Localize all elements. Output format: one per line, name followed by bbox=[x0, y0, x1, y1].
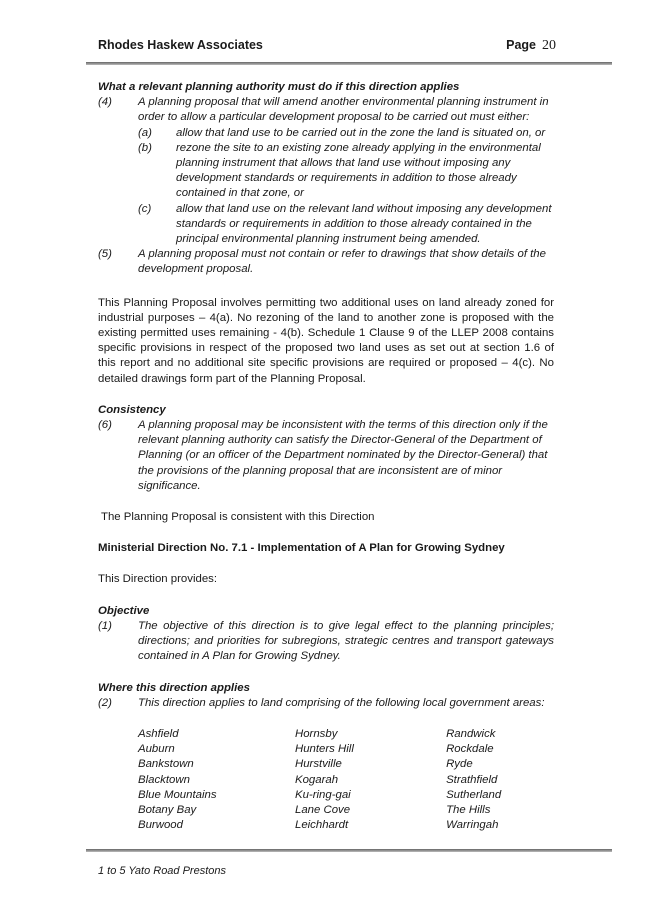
clause-text: A planning proposal must not contain or refer to drawings that show details of the development proposal. bbox=[138, 248, 546, 276]
lga-item: Bankstown bbox=[138, 758, 194, 771]
lga-item: Lane Cove bbox=[294, 803, 351, 816]
lga-item: Blacktown bbox=[138, 773, 190, 786]
direction-heading: Ministerial Direction No. 7.1 - Implementation of A Plan for Growing Sydney bbox=[98, 542, 505, 555]
subclause-text: allow that land use on the relevant land without imposing any development standards or requirements in addition to those already contained in the principal environmental planning instrument being amended. bbox=[176, 202, 552, 246]
lga-item: Warringah bbox=[446, 819, 499, 832]
lga-item: Ashfield bbox=[138, 727, 179, 740]
page-number: 20 bbox=[542, 38, 556, 53]
clause-number: (2) bbox=[98, 696, 112, 709]
clause-4 bbox=[98, 95, 554, 125]
subclause-c bbox=[98, 202, 554, 248]
lga-list bbox=[98, 727, 554, 833]
subclause-text: rezone the site to an existing zone already applying in the environmental planning instrument that allows that land use without imposing any development standards or requirements in addition to those already contained in that zone, or bbox=[176, 141, 541, 200]
section-heading-applies: Where this direction applies bbox=[98, 681, 250, 694]
header-rule bbox=[86, 62, 612, 65]
clause-number: (4) bbox=[98, 96, 112, 109]
lga-column-3 bbox=[446, 727, 554, 833]
subclause-a bbox=[98, 126, 554, 141]
clause-1 bbox=[98, 619, 554, 665]
section-heading-consistency: Consistency bbox=[98, 403, 166, 416]
clause-text: This direction applies to land comprising of the following local government areas: bbox=[138, 696, 545, 709]
page-content bbox=[98, 80, 554, 833]
subclause-number: (b) bbox=[138, 141, 152, 154]
clause-5 bbox=[98, 247, 554, 277]
lga-item: Botany Bay bbox=[138, 803, 197, 816]
lga-item: Ryde bbox=[446, 758, 473, 771]
lga-column-2 bbox=[295, 727, 446, 833]
page-header bbox=[98, 38, 556, 58]
footer-rule bbox=[86, 849, 612, 852]
clause-text: The objective of this direction is to give legal effect to the planning principles; directions; and priorities for subregions, strategic centres and transport gateways contained in A Plan for Growing Sydney. bbox=[138, 619, 554, 663]
header-page-indicator bbox=[506, 38, 556, 54]
clause-text: A planning proposal may be inconsistent with the terms of this direction only if the relevant planning authority can satisfy the Director-General of the Department of Planning (or an officer of the Department nominated by the Director-General) that the provisions of the planning proposal that are inconsistent are of minor significance. bbox=[138, 419, 548, 492]
lga-item: Hornsby bbox=[294, 727, 338, 740]
header-organization: Rhodes Haskew Associates bbox=[98, 38, 263, 52]
page-label: Page bbox=[506, 38, 536, 52]
clause-number: (6) bbox=[98, 419, 112, 432]
lga-item: Hunters Hill bbox=[294, 743, 354, 756]
lga-item: Burwood bbox=[138, 819, 183, 832]
lga-item: Leichhardt bbox=[294, 819, 349, 832]
clause-2 bbox=[98, 696, 554, 711]
lga-column-1 bbox=[138, 727, 295, 833]
clause-6 bbox=[98, 418, 554, 494]
lga-item: Randwick bbox=[446, 727, 496, 740]
page-footer: 1 to 5 Yato Road Prestons bbox=[98, 865, 227, 877]
subclause-number: (a) bbox=[138, 126, 152, 139]
direction-provides: This Direction provides: bbox=[98, 573, 218, 586]
clause-number: (1) bbox=[98, 619, 112, 632]
lga-item: Blue Mountains bbox=[138, 788, 217, 801]
lga-item: Strathfield bbox=[446, 773, 498, 786]
lga-item: Kogarah bbox=[294, 773, 339, 786]
section-heading-objective: Objective bbox=[98, 604, 150, 617]
lga-item: Auburn bbox=[138, 743, 175, 756]
section-heading-authority: What a relevant planning authority must do if this direction applies bbox=[98, 81, 460, 93]
subclause-text: allow that land use to be carried out in the zone the land is situated on, or bbox=[176, 126, 546, 139]
subclause-b bbox=[98, 141, 554, 202]
clause-text: A planning proposal that will amend another environmental planning instrument in order to allow a particular development proposal to be carried out must either: bbox=[138, 96, 549, 124]
consistency-statement: The Planning Proposal is consistent with this Direction bbox=[101, 511, 375, 524]
lga-item: Ku-ring-gai bbox=[294, 788, 351, 801]
lga-item: Sutherland bbox=[446, 788, 502, 801]
subclause-number: (c) bbox=[138, 202, 152, 215]
clause-number: (5) bbox=[98, 248, 112, 261]
lga-item: Hurstville bbox=[294, 758, 342, 771]
lga-item: The Hills bbox=[446, 803, 491, 816]
body-paragraph-proposal: This Planning Proposal involves permitting two additional uses on land already zoned for industrial purposes – 4(a). No rezoning of the land to another zone is proposed with the existing permitted uses remaining - 4(b). Schedule 1 Clause 9 of the LLEP 2008 contains specific provisions in respect of the proposed two land uses as set out at section 1.6 of this report and no additional site specific provisions are required or proposed – 4(c). No detailed drawings form part of the Planning Proposal. bbox=[98, 296, 554, 385]
lga-item: Rockdale bbox=[446, 743, 494, 756]
